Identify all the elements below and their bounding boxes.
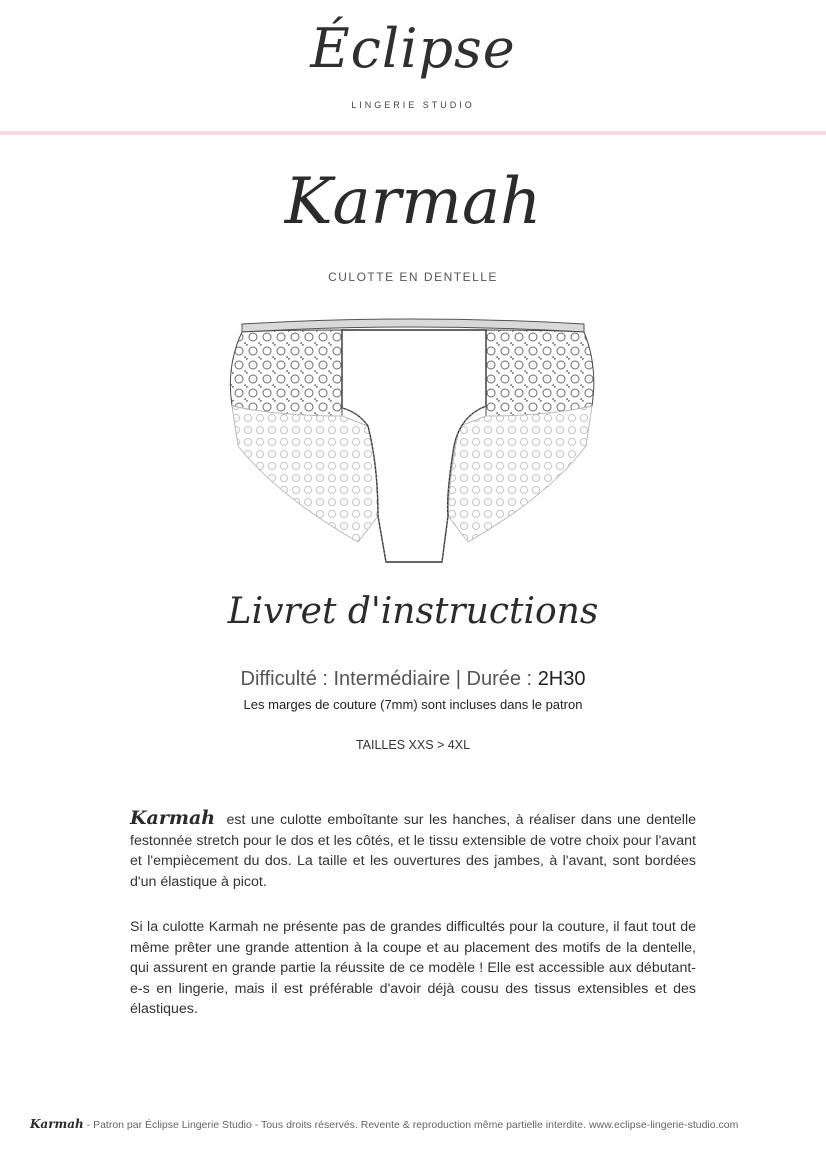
- product-title: Karmah: [284, 165, 542, 239]
- duration-value: 2H30: [537, 668, 586, 690]
- difficulty-duration: [0, 668, 826, 691]
- footer: [30, 1117, 738, 1131]
- paragraph-1-text: est une culotte emboîtante sur les hanches, à réaliser dans une dentelle festonnée stretch pour le dos et les côtés, et le tissu extensible de votre choix pour l'avant et l'empiècement du dos. La taille et les ouvertures des jambes, à l'avant, sont bordées d'un élastique à picot.: [130, 812, 696, 890]
- right-lace-panel: [486, 330, 594, 416]
- brand-tagline: LINGERIE STUDIO: [351, 100, 475, 110]
- right-lace-lower: [448, 406, 592, 542]
- description-paragraph-2: Si la culotte Karmah ne présente pas de grandes difficultés pour la couture, il faut tout de même prêter une grande attention à la coupe et au placement des motifs de la dentelle, qui assurent en grande partie la réussite de ce modèle ! Elle est accessible aux débutant-e-s en lingerie, mais il est préférable d'avoir déjà cousu des tissus extensibles et des élastiques.: [130, 919, 696, 1017]
- product-subtitle: CULOTTE EN DENTELLE: [328, 270, 498, 284]
- seam-allowance-note: Les marges de couture (7mm) sont incluses dans le patron: [243, 697, 583, 712]
- description-paragraph-1: [130, 808, 696, 892]
- footer-product-name: Karmah: [30, 1117, 84, 1131]
- instructions-title: Livret d'instructions: [227, 591, 599, 632]
- footer-text: - Patron par Éclipse Lingerie Studio - Tous droits réservés. Revente & reproduction même partielle interdite. www.eclipse-lingerie-studio.com: [86, 1119, 739, 1131]
- brand-logo: Éclipse: [310, 17, 516, 80]
- garment-illustration: [218, 316, 606, 570]
- inline-product-name: Karmah: [130, 807, 216, 829]
- header-divider: [0, 131, 826, 135]
- left-lace-lower: [232, 406, 378, 542]
- left-lace-panel: [230, 330, 342, 416]
- difficulty-label: Difficulté : Intermédiaire | Durée :: [240, 668, 533, 690]
- size-range: TAILLES XXS > 4XL: [355, 738, 471, 752]
